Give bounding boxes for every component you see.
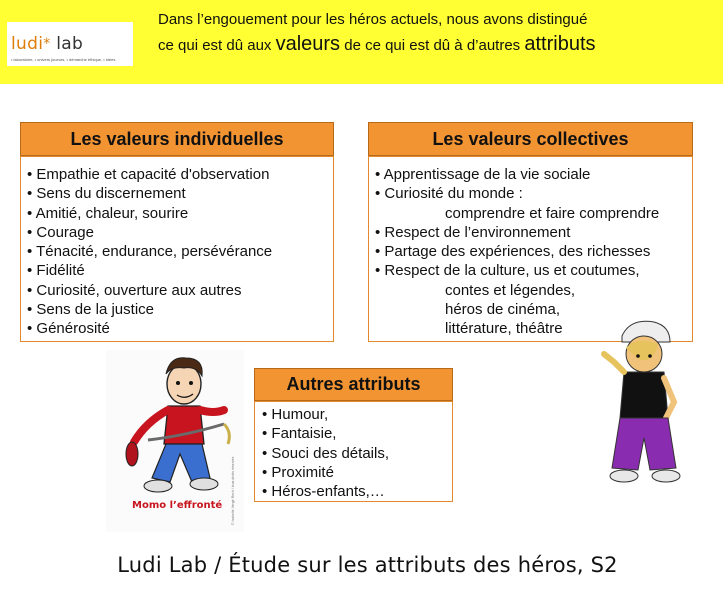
kid-eye	[648, 354, 652, 358]
panel-collective-body	[368, 156, 693, 342]
kid-shirt	[620, 372, 668, 418]
momo-shoe	[190, 478, 218, 490]
keyword-valeurs: valeurs	[275, 33, 341, 55]
list-item: • Ténacité, endurance, persévérance	[27, 243, 273, 261]
momo-arm	[200, 410, 224, 412]
collective-values-list	[375, 165, 692, 339]
list-item: • Courage	[27, 223, 94, 241]
other-attributes-list	[262, 405, 452, 501]
panel-other-attributes	[254, 368, 453, 502]
list-item-continuation: héros de cinéma,	[445, 301, 561, 319]
list-item: • Fantaisie,	[262, 425, 337, 443]
kid-illustration	[596, 318, 694, 488]
list-item: • Respect de la culture, us et coutumes,	[375, 262, 640, 280]
kid-arm	[604, 354, 624, 372]
panel-individual-title: Les valeurs individuelles	[20, 122, 334, 156]
panel-other-body	[254, 401, 453, 502]
list-item: • Empathie et capacité d'observation	[27, 166, 270, 183]
logo-ludi: ludi	[11, 34, 44, 54]
kid-pants	[612, 418, 676, 470]
panel-collective-values	[368, 122, 693, 342]
panel-individual-body	[20, 156, 334, 342]
list-item: • Générosité	[27, 320, 110, 338]
list-item: • Sens de la justice	[27, 301, 154, 319]
list-item: • Apprentissage de la vie sociale	[375, 166, 591, 183]
logo-tagline: • laboratoire, • univers joueurs, • démarche éthique, • idées	[11, 57, 116, 62]
momo-bag	[126, 442, 138, 466]
keyword-attributs: attributs	[524, 33, 596, 55]
momo-eye	[189, 381, 193, 385]
list-item: • Curiosité, ouverture aux autres	[27, 281, 242, 299]
intro-line-2a: ce qui est dû aux	[158, 37, 276, 54]
list-item: • Souci des détails,	[262, 444, 389, 462]
header-banner	[0, 0, 723, 84]
momo-illustration	[106, 350, 244, 532]
illustration-credit: © Isabelle Vergé Rech / tous droits réservés	[231, 456, 235, 525]
intro-text	[158, 8, 718, 58]
list-item: • Fidélité	[27, 262, 85, 280]
kid-shoe	[610, 470, 638, 482]
intro-line-2c: de ce qui est dû à d’autres	[340, 37, 525, 54]
logo-star-icon: *	[43, 36, 51, 52]
momo-label: Momo l’effronté	[132, 500, 223, 511]
list-item: • Amitié, chaleur, sourire	[27, 204, 189, 222]
list-item: • Partage des expériences, des richesses	[375, 243, 651, 261]
panel-other-title: Autres attributs	[254, 368, 453, 401]
kid-eye	[636, 354, 640, 358]
logo-lab: lab	[50, 34, 84, 54]
kid-shoe	[652, 470, 680, 482]
panel-collective-title: Les valeurs collectives	[368, 122, 693, 156]
intro-line-1: Dans l’engouement pour les héros actuels, nous avons distingué	[158, 11, 588, 28]
list-item: • Proximité	[262, 463, 334, 481]
ludilab-logo[interactable]	[7, 22, 133, 66]
list-item: • Héros-enfants,…	[262, 483, 385, 501]
list-item: • Respect de l’environnement	[375, 223, 571, 241]
individual-values-list	[27, 165, 333, 339]
logo-wordmark	[11, 36, 83, 53]
page-caption: Ludi Lab / Étude sur les attributs des héros, S2	[117, 553, 618, 577]
intro-line-2	[158, 32, 718, 58]
momo-shoe	[144, 480, 172, 492]
momo-eye	[176, 381, 180, 385]
list-item-continuation: littérature, théâtre	[445, 320, 563, 338]
panel-individual-values	[20, 122, 334, 342]
list-item: • Humour,	[262, 406, 329, 423]
list-item-continuation: contes et légendes,	[445, 281, 576, 299]
list-item: • Curiosité du monde :	[375, 185, 523, 203]
list-item-continuation: comprendre et faire comprendre	[445, 204, 660, 222]
list-item: • Sens du discernement	[27, 185, 186, 203]
